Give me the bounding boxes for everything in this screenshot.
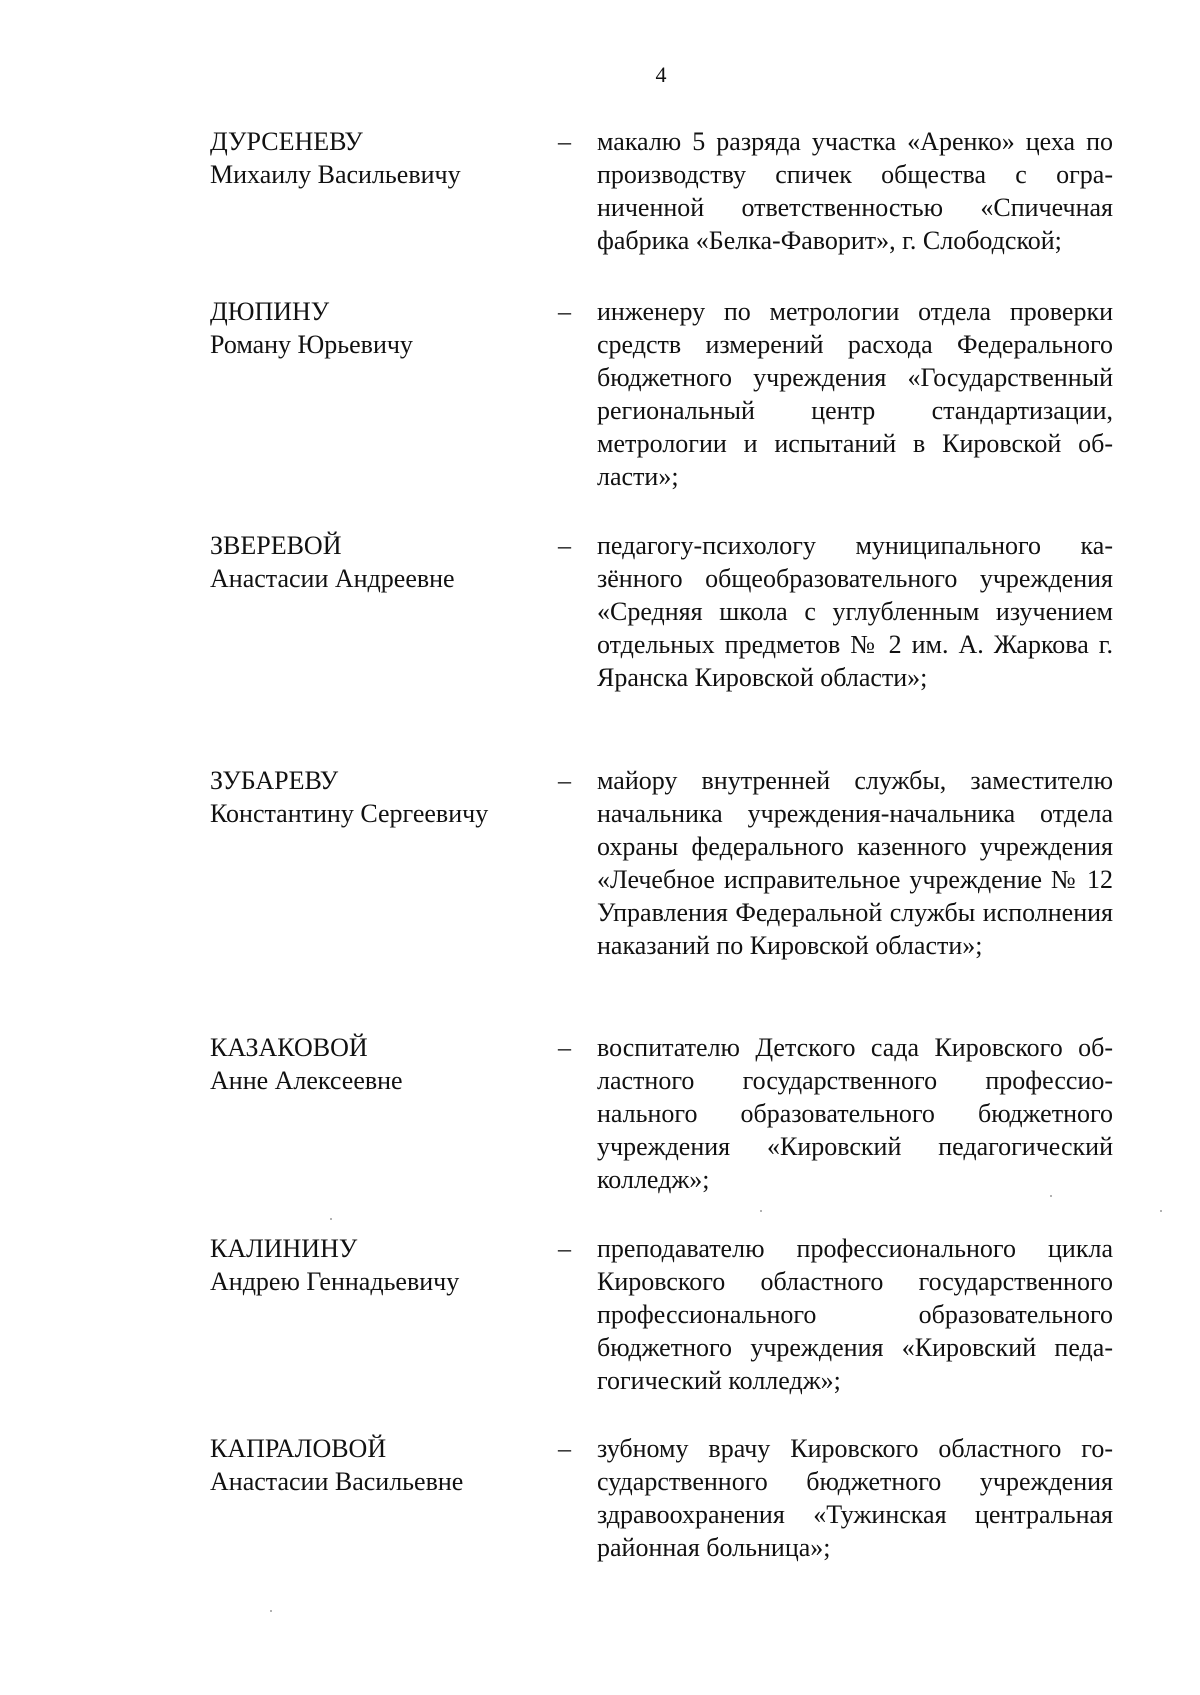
dash-separator: – <box>558 1033 571 1062</box>
given-names: Андрею Геннадьевичу <box>210 1267 460 1296</box>
dash-separator: – <box>558 1234 571 1263</box>
dash-separator: – <box>558 766 571 795</box>
surname: КАЛИНИНУ <box>210 1234 358 1263</box>
position-description: педагогу-психологу муниципального казённого общеобразовательного учреждения «Средняя школа с углубленным изучением отдельных предметов № 2 им. А. Жаркова г. Яранска Кировской области»; <box>597 531 1113 692</box>
person-name <box>210 1031 520 1097</box>
person-name <box>210 295 520 361</box>
page-number: 4 <box>655 62 667 87</box>
scan-speck <box>330 1218 332 1220</box>
position-description: макалю 5 разряда участка «Аренко» цеха по производству спичек общества с ограниченной ответственностью «Спичечная фабрика «Белка-Фаворит», г. Слободской; <box>597 127 1113 255</box>
scan-speck <box>1050 1195 1052 1197</box>
person-name <box>210 529 520 595</box>
position-description: преподавателю профессионального цикла Кировского областного государственного профессионального образовательного бюджетного учреждения «Кировский педагогический колледж»; <box>597 1234 1113 1395</box>
person-name <box>210 764 520 830</box>
position-description: инженеру по метрологии отдела проверки средств измерений расхода Федерального бюджетного учреждения «Государственный региональный центр стандартизации, метрологии и испытаний в Кировской области»; <box>597 297 1113 491</box>
given-names: Анастасии Андреевне <box>210 564 455 593</box>
dash-separator: – <box>558 1434 571 1463</box>
surname: ДЮПИНУ <box>210 297 330 326</box>
scan-speck <box>1160 1210 1162 1212</box>
position-description: майору внутренней службы, заместителю начальника учреждения-начальника отдела охраны федерального казенного учреждения «Лечебное исправительное учреждение № 12 Управления Федеральной службы исполнения наказаний по Кировской области»; <box>597 766 1113 960</box>
given-names: Анастасии Васильевне <box>210 1467 464 1496</box>
position-description: воспитателю Детского сада Кировского областного государственного профессионального образовательного бюджетного учреждения «Кировский педагогический колледж»; <box>597 1033 1113 1194</box>
surname: ЗУБАРЕВУ <box>210 766 339 795</box>
person-name <box>210 1432 520 1498</box>
dash-separator: – <box>558 297 571 326</box>
surname: КАЗАКОВОЙ <box>210 1033 368 1062</box>
surname: КАПРАЛОВОЙ <box>210 1434 387 1463</box>
position-description: зубному врачу Кировского областного государственного бюджетного учреждения здравоохранения «Тужинская центральная районная больница»; <box>597 1434 1113 1562</box>
given-names: Анне Алексеевне <box>210 1066 403 1095</box>
surname: ЗВЕРЕВОЙ <box>210 531 342 560</box>
dash-separator: – <box>558 531 571 560</box>
person-name <box>210 1232 520 1298</box>
given-names: Константину Сергеевичу <box>210 799 489 828</box>
surname: ДУРСЕНЕВУ <box>210 127 363 156</box>
person-name <box>210 125 520 191</box>
scan-speck <box>270 1610 272 1612</box>
dash-separator: – <box>558 127 571 156</box>
scan-speck <box>760 1210 762 1212</box>
given-names: Роману Юрьевичу <box>210 330 413 359</box>
given-names: Михаилу Васильевичу <box>210 160 461 189</box>
